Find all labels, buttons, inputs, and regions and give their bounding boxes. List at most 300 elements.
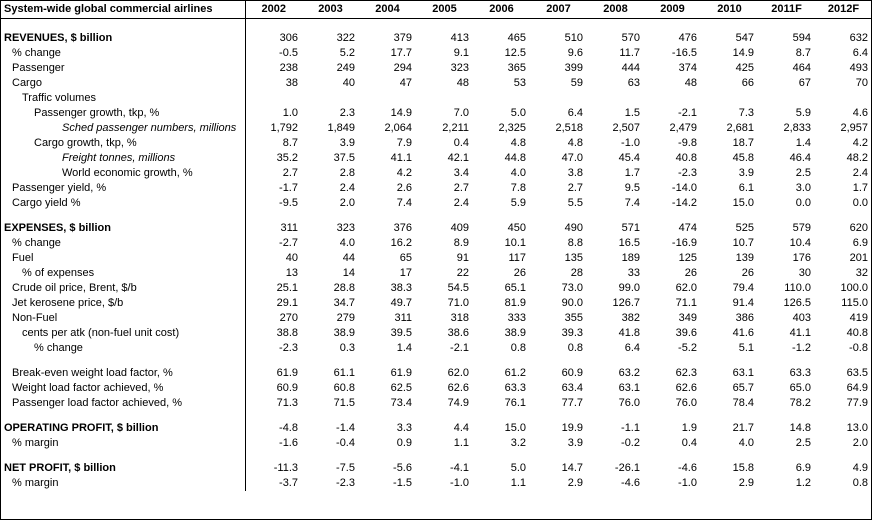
- value-cell: 61.9: [276, 367, 298, 379]
- value-cell: 6.4: [624, 342, 640, 354]
- value-cell: 201: [849, 252, 868, 264]
- spacer-cell: [359, 451, 416, 461]
- value-cell: 62.0: [447, 367, 469, 379]
- value-cell: 3.9: [339, 137, 355, 149]
- value-cell: 70: [855, 77, 868, 89]
- value-cell: [473, 91, 530, 106]
- value-cell: 45.4: [618, 152, 640, 164]
- value-cell: 3.3: [396, 422, 412, 434]
- spacer-cell: [245, 19, 302, 32]
- value-cell: 2,518: [555, 122, 583, 134]
- value-cell: 62.6: [675, 382, 697, 394]
- value-cell: 44: [342, 252, 355, 264]
- spacer-cell: [815, 451, 872, 461]
- value-cell: -5.2: [678, 342, 697, 354]
- year-header: 2008: [587, 1, 644, 19]
- value-cell: 78.2: [789, 397, 811, 409]
- value-cell: -2.3: [336, 477, 355, 489]
- value-cell: 2.4: [339, 182, 355, 194]
- value-cell: 0.4: [681, 437, 697, 449]
- row-label: cents per atk (non-fuel unit cost): [1, 326, 245, 341]
- spacer-cell: [473, 356, 530, 366]
- value-cell: 63.2: [618, 367, 640, 379]
- value-cell: 41.1: [789, 327, 811, 339]
- year-header: 2002: [245, 1, 302, 19]
- value-cell: 65.7: [732, 382, 754, 394]
- value-cell: 355: [564, 312, 583, 324]
- value-cell: 60.9: [276, 382, 298, 394]
- value-cell: 7.3: [738, 107, 754, 119]
- spacer-row: [1, 451, 872, 461]
- year-header: 2005: [416, 1, 473, 19]
- value-cell: 1.4: [795, 137, 811, 149]
- spacer-cell: [644, 211, 701, 221]
- value-cell: 40: [285, 252, 298, 264]
- value-cell: 4.8: [567, 137, 583, 149]
- value-cell: 4.2: [852, 137, 868, 149]
- value-cell: 15.0: [504, 422, 526, 434]
- value-cell: 5.9: [795, 107, 811, 119]
- value-cell: 62.0: [675, 282, 697, 294]
- spacer-cell: [530, 356, 587, 366]
- value-cell: 73.0: [561, 282, 583, 294]
- value-cell: -0.5: [279, 47, 298, 59]
- value-cell: 76.1: [504, 397, 526, 409]
- value-cell: -1.0: [678, 477, 697, 489]
- value-cell: 476: [678, 32, 697, 44]
- value-cell: 100.0: [840, 282, 868, 294]
- value-cell: -9.5: [279, 197, 298, 209]
- value-cell: -14.2: [671, 197, 697, 209]
- spacer-cell: [359, 411, 416, 421]
- row-label: Passenger yield, %: [1, 181, 245, 196]
- value-cell: 60.8: [333, 382, 355, 394]
- table-row: [1, 166, 872, 181]
- value-cell: 349: [678, 312, 697, 324]
- year-header: 2007: [530, 1, 587, 19]
- value-cell: 379: [393, 32, 412, 44]
- value-cell: 14.9: [732, 47, 754, 59]
- value-cell: 62.5: [390, 382, 412, 394]
- value-cell: 6.9: [795, 462, 811, 474]
- spacer-cell: [701, 356, 758, 366]
- table-row: [1, 46, 872, 61]
- table-row: [1, 251, 872, 266]
- value-cell: -4.1: [450, 462, 469, 474]
- value-cell: 76.0: [675, 397, 697, 409]
- value-cell: 2.7: [567, 182, 583, 194]
- value-cell: 65: [399, 252, 412, 264]
- spacer-cell: [1, 19, 245, 32]
- spacer-cell: [587, 411, 644, 421]
- spacer-cell: [302, 451, 359, 461]
- value-cell: 311: [280, 222, 298, 234]
- spacer-cell: [1, 211, 245, 221]
- value-cell: 6.1: [738, 182, 754, 194]
- value-cell: 81.9: [504, 297, 526, 309]
- value-cell: 46.4: [789, 152, 811, 164]
- spacer-cell: [1, 411, 245, 421]
- value-cell: 419: [849, 312, 868, 324]
- row-label: OPERATING PROFIT, $ billion: [1, 421, 245, 436]
- value-cell: 1.1: [510, 477, 526, 489]
- value-cell: 61.1: [333, 367, 355, 379]
- value-cell: 7.4: [396, 197, 412, 209]
- table-row: [1, 151, 872, 166]
- value-cell: 2,833: [783, 122, 811, 134]
- value-cell: 3.8: [567, 167, 583, 179]
- value-cell: 16.2: [390, 237, 412, 249]
- value-cell: -1.0: [450, 477, 469, 489]
- value-cell: -4.6: [678, 462, 697, 474]
- spacer-cell: [758, 19, 815, 32]
- table-row: [1, 61, 872, 76]
- value-cell: 126.5: [783, 297, 811, 309]
- value-cell: 6.9: [852, 237, 868, 249]
- value-cell: 135: [564, 252, 583, 264]
- value-cell: 79.4: [732, 282, 754, 294]
- value-cell: 71.0: [447, 297, 469, 309]
- value-cell: 39.6: [675, 327, 697, 339]
- value-cell: 189: [621, 252, 640, 264]
- table-row: [1, 296, 872, 311]
- spacer-cell: [758, 411, 815, 421]
- value-cell: 7.9: [396, 137, 412, 149]
- value-cell: 38.3: [390, 282, 412, 294]
- value-cell: 579: [792, 222, 811, 234]
- value-cell: -0.8: [849, 342, 868, 354]
- value-cell: 14.7: [561, 462, 583, 474]
- value-cell: -1.5: [393, 477, 412, 489]
- value-cell: 48: [684, 77, 697, 89]
- value-cell: 73.4: [390, 397, 412, 409]
- value-cell: -16.5: [671, 47, 697, 59]
- value-cell: 47: [399, 77, 412, 89]
- value-cell: 4.4: [453, 422, 469, 434]
- row-label: Passenger growth, tkp, %: [1, 106, 245, 121]
- value-cell: 2.9: [567, 477, 583, 489]
- value-cell: 444: [621, 62, 640, 74]
- spacer-row: [1, 211, 872, 221]
- value-cell: 9.6: [567, 47, 583, 59]
- value-cell: 59: [570, 77, 583, 89]
- value-cell: 2.7: [453, 182, 469, 194]
- value-cell: 374: [678, 62, 697, 74]
- value-cell: 62.3: [675, 367, 697, 379]
- year-header: 2003: [302, 1, 359, 19]
- year-header: 2006: [473, 1, 530, 19]
- value-cell: 1.0: [282, 107, 298, 119]
- value-cell: 125: [678, 252, 697, 264]
- financials-table: [1, 1, 872, 491]
- table-body: [1, 19, 872, 492]
- value-cell: 5.1: [738, 342, 754, 354]
- value-cell: -2.1: [678, 107, 697, 119]
- row-label: Cargo: [1, 76, 245, 91]
- value-cell: 5.5: [567, 197, 583, 209]
- value-cell: 0.8: [567, 342, 583, 354]
- spacer-cell: [416, 451, 473, 461]
- value-cell: 38.8: [276, 327, 298, 339]
- value-cell: 49.7: [390, 297, 412, 309]
- value-cell: 425: [735, 62, 754, 74]
- spacer-cell: [815, 19, 872, 32]
- row-label: % change: [1, 46, 245, 61]
- value-cell: -2.7: [279, 237, 298, 249]
- value-cell: -1.4: [336, 422, 355, 434]
- value-cell: 4.8: [510, 137, 526, 149]
- value-cell: 279: [336, 312, 355, 324]
- value-cell: 48.2: [846, 152, 868, 164]
- spacer-cell: [701, 19, 758, 32]
- value-cell: 8.7: [282, 137, 298, 149]
- value-cell: 91.4: [732, 297, 754, 309]
- value-cell: 493: [849, 62, 868, 74]
- value-cell: -4.6: [621, 477, 640, 489]
- spacer-cell: [758, 451, 815, 461]
- value-cell: 2.7: [282, 167, 298, 179]
- table-title: System-wide global commercial airlines: [1, 1, 245, 19]
- value-cell: 126.7: [612, 297, 640, 309]
- value-cell: 13: [285, 267, 298, 279]
- value-cell: 0.3: [339, 342, 355, 354]
- value-cell: -1.1: [621, 422, 640, 434]
- value-cell: 4.9: [852, 462, 868, 474]
- value-cell: 66: [741, 77, 754, 89]
- value-cell: 90.0: [561, 297, 583, 309]
- value-cell: 6.4: [567, 107, 583, 119]
- value-cell: -0.4: [336, 437, 355, 449]
- value-cell: 47.0: [561, 152, 583, 164]
- spacer-cell: [416, 211, 473, 221]
- value-cell: 2.5: [795, 437, 811, 449]
- spacer-row: [1, 411, 872, 421]
- value-cell: 0.0: [852, 197, 868, 209]
- spacer-cell: [245, 356, 302, 366]
- value-cell: 403: [792, 312, 811, 324]
- spacer-cell: [530, 19, 587, 32]
- value-cell: 12.5: [504, 47, 526, 59]
- value-cell: 22: [456, 267, 469, 279]
- value-cell: 117: [508, 252, 526, 264]
- value-cell: 77.9: [846, 397, 868, 409]
- spacer-cell: [587, 211, 644, 221]
- value-cell: -1.2: [792, 342, 811, 354]
- row-label: Non-Fuel: [1, 311, 245, 326]
- value-cell: 63: [627, 77, 640, 89]
- table-row: [1, 266, 872, 281]
- value-cell: -3.7: [279, 477, 298, 489]
- value-cell: 5.9: [510, 197, 526, 209]
- spacer-cell: [245, 211, 302, 221]
- table-row: [1, 136, 872, 151]
- value-cell: 35.2: [276, 152, 298, 164]
- value-cell: 42.1: [447, 152, 469, 164]
- table-row: [1, 181, 872, 196]
- spacer-cell: [359, 211, 416, 221]
- value-cell: 38: [285, 77, 298, 89]
- table-row: [1, 236, 872, 251]
- spacer-cell: [530, 211, 587, 221]
- value-cell: 38.9: [333, 327, 355, 339]
- value-cell: 620: [849, 222, 868, 234]
- value-cell: 40.8: [675, 152, 697, 164]
- row-label: % change: [1, 236, 245, 251]
- value-cell: 10.4: [789, 237, 811, 249]
- row-label: Jet kerosene price, $/b: [1, 296, 245, 311]
- row-label: NET PROFIT, $ billion: [1, 461, 245, 476]
- value-cell: -2.3: [279, 342, 298, 354]
- value-cell: 29.1: [276, 297, 298, 309]
- value-cell: 139: [735, 252, 754, 264]
- value-cell: 110.0: [784, 282, 811, 294]
- value-cell: 1,792: [270, 122, 298, 134]
- spacer-cell: [245, 451, 302, 461]
- value-cell: [530, 91, 587, 106]
- spacer-cell: [758, 356, 815, 366]
- spacer-cell: [701, 211, 758, 221]
- table-row: [1, 476, 872, 491]
- value-cell: 61.2: [504, 367, 526, 379]
- value-cell: 63.3: [789, 367, 811, 379]
- value-cell: 4.6: [852, 107, 868, 119]
- value-cell: 65.0: [789, 382, 811, 394]
- row-label: Cargo yield %: [1, 196, 245, 211]
- spacer-cell: [359, 19, 416, 32]
- value-cell: -7.5: [336, 462, 355, 474]
- value-cell: 17.7: [390, 47, 412, 59]
- value-cell: 64.9: [846, 382, 868, 394]
- value-cell: 2,211: [442, 122, 469, 134]
- spacer-row: [1, 356, 872, 366]
- value-cell: 382: [621, 312, 640, 324]
- value-cell: [416, 91, 473, 106]
- value-cell: 40.8: [846, 327, 868, 339]
- year-header: 2004: [359, 1, 416, 19]
- spacer-cell: [644, 19, 701, 32]
- value-cell: 15.0: [732, 197, 754, 209]
- value-cell: 2.8: [339, 167, 355, 179]
- value-cell: 1,849: [327, 122, 355, 134]
- value-cell: 48: [456, 77, 469, 89]
- spacer-cell: [587, 356, 644, 366]
- value-cell: 2.3: [339, 107, 355, 119]
- value-cell: 21.7: [732, 422, 754, 434]
- value-cell: 2.6: [396, 182, 412, 194]
- value-cell: 8.8: [567, 237, 583, 249]
- value-cell: 2.4: [852, 167, 868, 179]
- value-cell: [245, 91, 302, 106]
- value-cell: 2.5: [795, 167, 811, 179]
- row-label: Cargo growth, tkp, %: [1, 136, 245, 151]
- value-cell: 91: [456, 252, 469, 264]
- value-cell: 365: [507, 62, 526, 74]
- value-cell: 25.1: [276, 282, 298, 294]
- value-cell: 115.0: [841, 297, 868, 309]
- spacer-cell: [359, 356, 416, 366]
- value-cell: 270: [279, 312, 298, 324]
- value-cell: 2,064: [384, 122, 412, 134]
- value-cell: 7.8: [510, 182, 526, 194]
- value-cell: 2,325: [498, 122, 526, 134]
- value-cell: 74.9: [447, 397, 469, 409]
- row-label: EXPENSES, $ billion: [1, 221, 245, 236]
- value-cell: 39.5: [390, 327, 412, 339]
- value-cell: 7.4: [624, 197, 640, 209]
- value-cell: 37.5: [333, 152, 355, 164]
- spacer-cell: [758, 211, 815, 221]
- spacer-cell: [815, 411, 872, 421]
- value-cell: 0.4: [453, 137, 469, 149]
- value-cell: 9.1: [453, 47, 469, 59]
- spacer-cell: [473, 211, 530, 221]
- value-cell: 41.1: [390, 152, 412, 164]
- value-cell: 15.8: [732, 462, 754, 474]
- table-row: [1, 421, 872, 436]
- header-row: [1, 1, 872, 19]
- value-cell: 1.1: [453, 437, 469, 449]
- value-cell: 32: [855, 267, 868, 279]
- value-cell: 71.5: [333, 397, 355, 409]
- value-cell: 322: [336, 32, 355, 44]
- value-cell: -1.0: [621, 137, 640, 149]
- value-cell: 19.9: [561, 422, 583, 434]
- value-cell: 61.9: [390, 367, 412, 379]
- value-cell: 2,957: [840, 122, 868, 134]
- value-cell: 71.1: [675, 297, 697, 309]
- row-label: Passenger: [1, 61, 245, 76]
- value-cell: [587, 91, 644, 106]
- table-row: [1, 311, 872, 326]
- value-cell: 5.2: [339, 47, 355, 59]
- value-cell: 333: [507, 312, 526, 324]
- value-cell: 40: [342, 77, 355, 89]
- value-cell: -2.1: [450, 342, 469, 354]
- spacer-cell: [815, 356, 872, 366]
- value-cell: -9.8: [678, 137, 697, 149]
- spacer-cell: [815, 211, 872, 221]
- value-cell: 399: [564, 62, 583, 74]
- value-cell: 3.9: [567, 437, 583, 449]
- table-row: [1, 396, 872, 411]
- value-cell: 38.6: [447, 327, 469, 339]
- value-cell: 44.8: [504, 152, 526, 164]
- value-cell: 63.3: [504, 382, 526, 394]
- value-cell: 2.0: [852, 437, 868, 449]
- value-cell: 65.1: [504, 282, 526, 294]
- spacer-cell: [245, 411, 302, 421]
- table-row: [1, 221, 872, 236]
- value-cell: 26: [684, 267, 697, 279]
- spacer-cell: [416, 411, 473, 421]
- value-cell: 14.8: [789, 422, 811, 434]
- row-label: Passenger load factor achieved, %: [1, 396, 245, 411]
- value-cell: 0.9: [396, 437, 412, 449]
- table-row: [1, 31, 872, 46]
- value-cell: 67: [798, 77, 811, 89]
- value-cell: 4.0: [339, 237, 355, 249]
- table-row: [1, 121, 872, 136]
- value-cell: 409: [450, 222, 469, 234]
- spacer-cell: [302, 211, 359, 221]
- value-cell: 2.4: [453, 197, 469, 209]
- value-cell: 28: [570, 267, 583, 279]
- value-cell: 386: [735, 312, 754, 324]
- table-row: [1, 461, 872, 476]
- value-cell: 41.8: [618, 327, 640, 339]
- value-cell: 18.7: [732, 137, 754, 149]
- value-cell: 63.1: [618, 382, 640, 394]
